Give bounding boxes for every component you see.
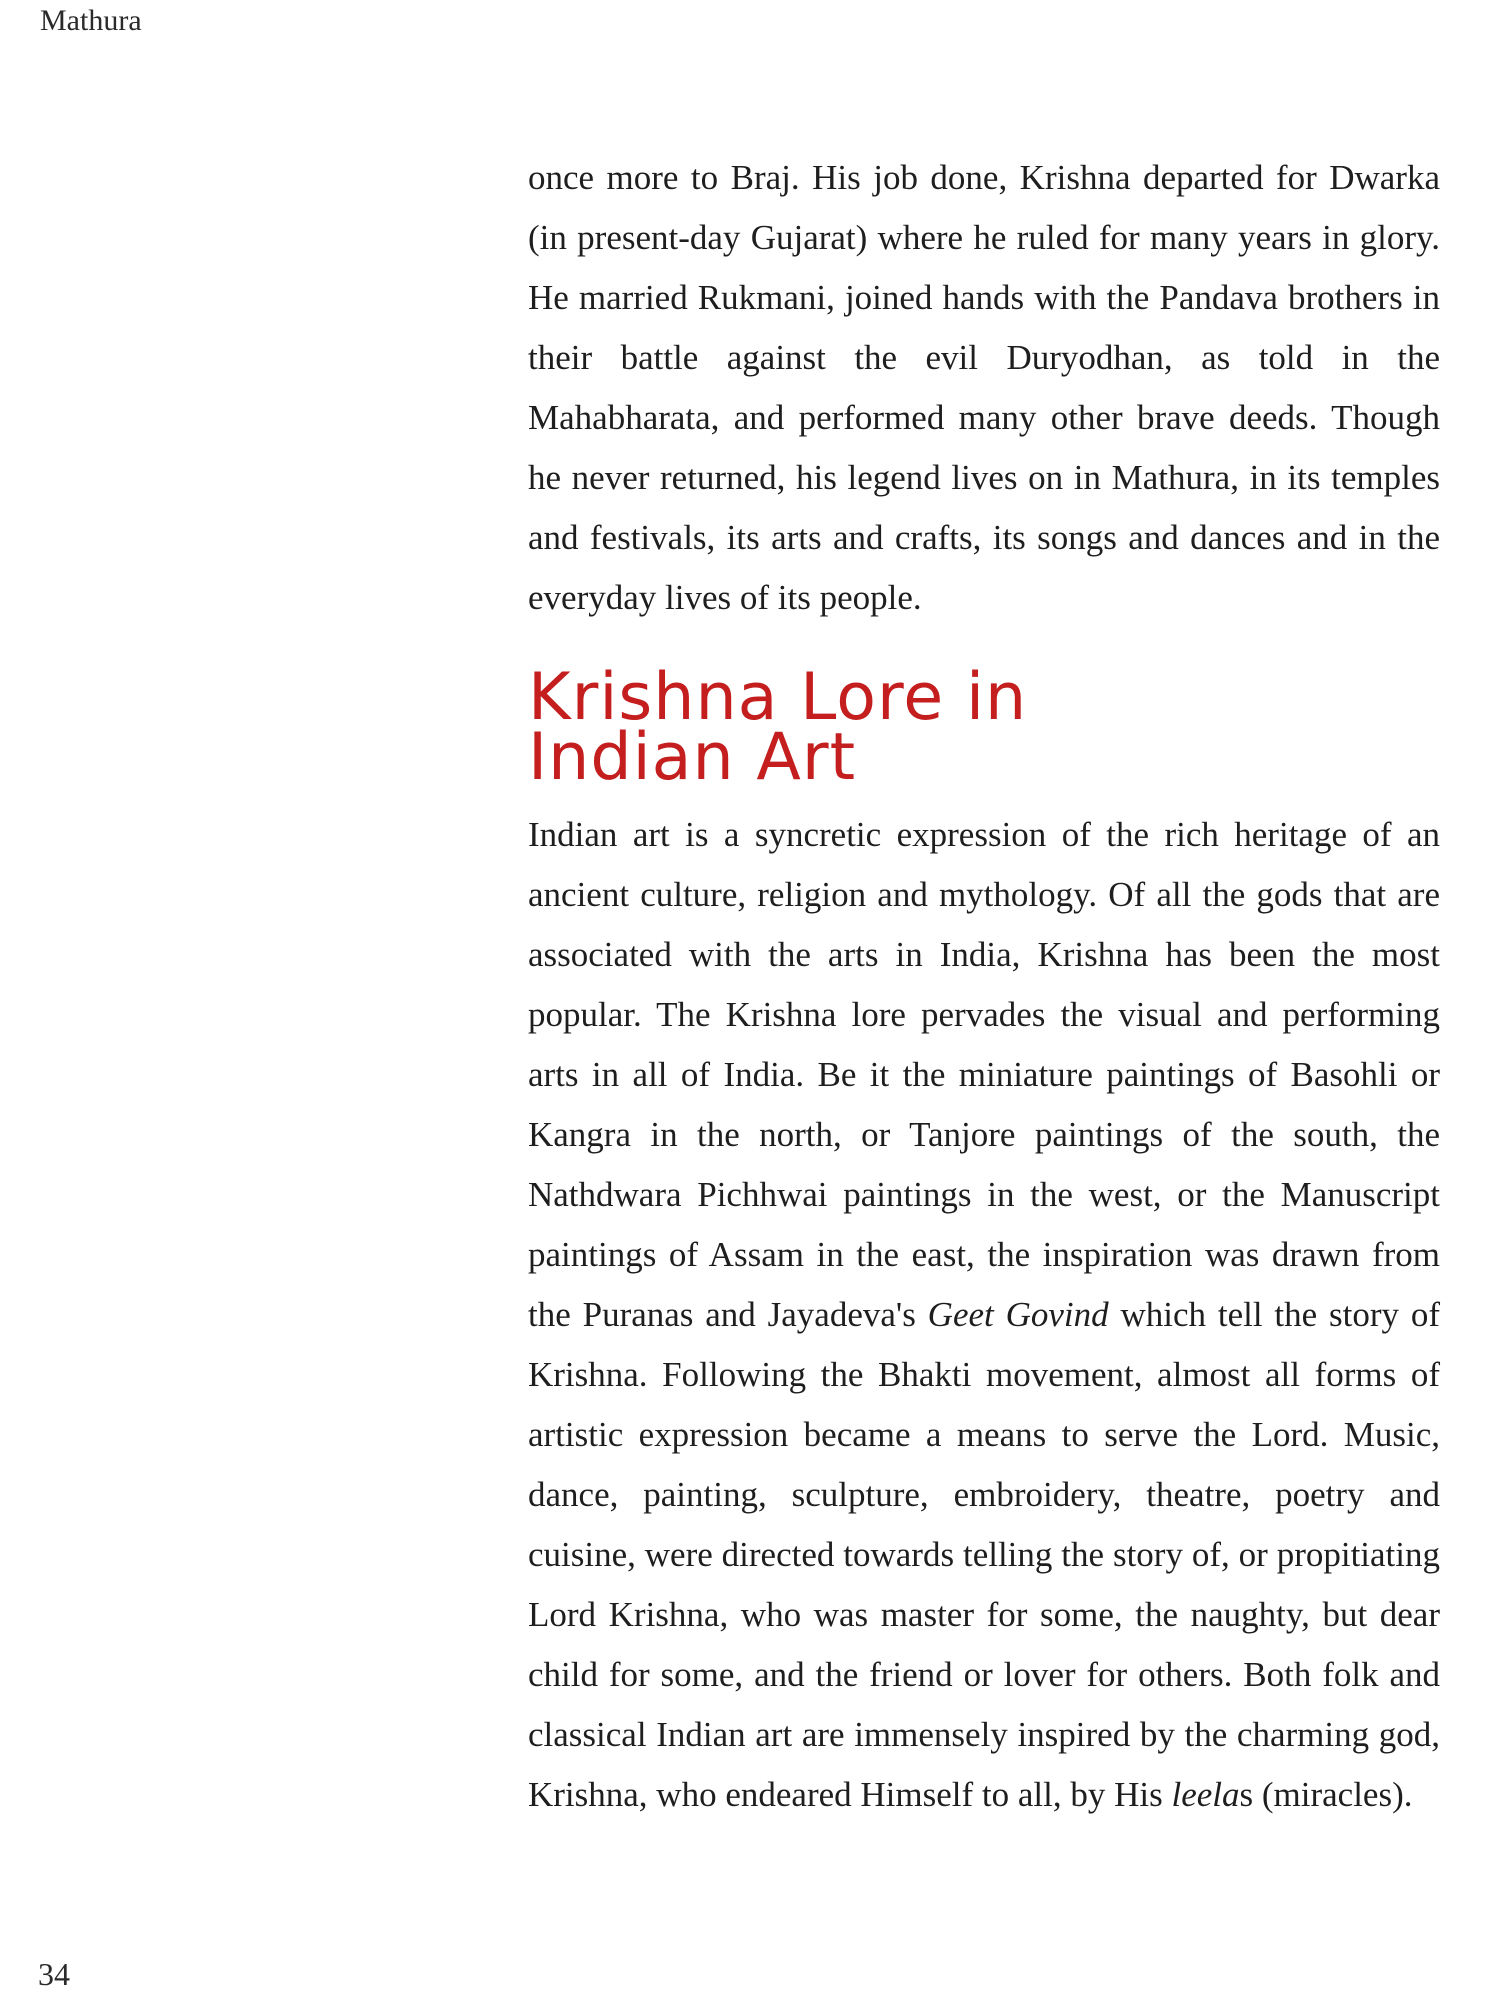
body-text-part-2: which tell the story of Krishna. Following the Bhakti movement, almost all forms of artistic expression became a means to serve the Lord. Music, dance, painting, sculpture, embroidery, theatre, poetry and cuisine, were directed towards telling the story of, or propitiating Lord Krishna, who was master for some, the naughty, but dear child for some, and the friend or lover for others. Both folk and classical Indian art are immensely inspired by the charming god, Krishna, who endeared Himself to all, by His (528, 1295, 1440, 1814)
intro-paragraph: once more to Braj. His job done, Krishna departed for Dwarka (in present-day Gujarat) where he ruled for many years in glory. He married Rukmani, joined hands with the Pandava brothers in their battle against the evil Duryodhan, as told in the Mahabharata, and performed many other brave deeds. Though he never returned, his legend lives on in Mathura, in its temples and festivals, its arts and crafts, its songs and dances and in the everyday lives of its people. (528, 158, 1440, 617)
section-heading-line-2: Indian Art (528, 720, 857, 795)
book-title-geet-govind: Geet Govind (927, 1295, 1109, 1334)
section-heading (528, 660, 1440, 795)
body-text-part-3: s (miracles). (1239, 1775, 1413, 1814)
section-body-block (528, 805, 1440, 1825)
running-header: Mathura (40, 4, 142, 37)
page-number: 34 (38, 1956, 70, 1992)
section-body-paragraph (528, 805, 1440, 1825)
section-heading-line-1: Krishna Lore in (528, 660, 1028, 735)
intro-text-block (528, 148, 1440, 628)
body-text-part-1: Indian art is a syncretic expression of the rich heritage of an ancient culture, religion and mythology. Of all the gods that are associated with the arts in India, Krishna has been the most popular. The Krishna lore pervades the visual and performing arts in all of India. Be it the miniature paintings of Basohli or Kangra in the north, or Tanjore paintings of the south, the Nathdwara Pichhwai paintings in the west, or the Manuscript paintings of Assam in the east, the inspiration was drawn from the Puranas and Jayadeva's (528, 815, 1440, 1334)
term-leela: leela (1171, 1775, 1240, 1814)
